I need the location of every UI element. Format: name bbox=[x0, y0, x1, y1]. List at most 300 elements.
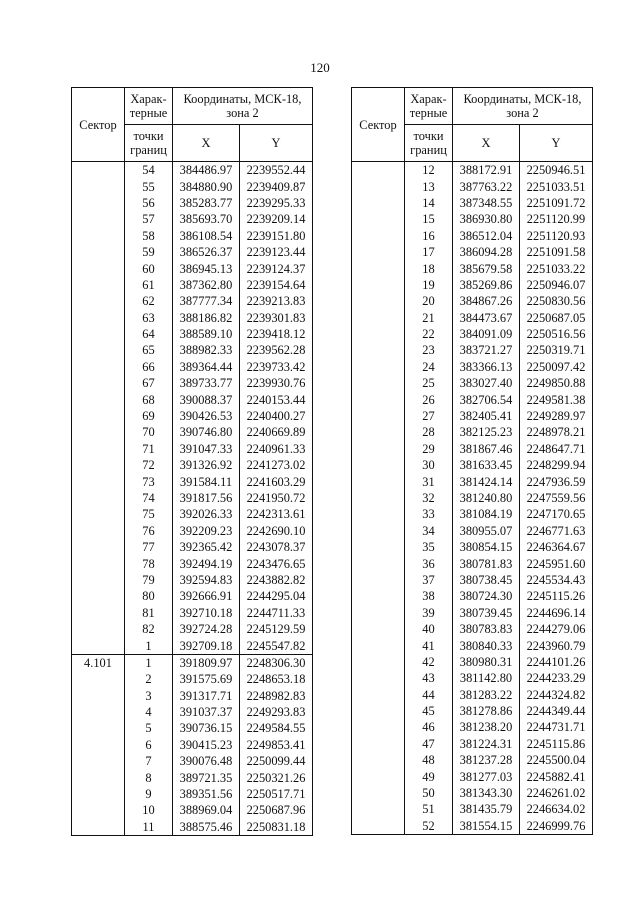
point-number-cell: 66 bbox=[125, 359, 173, 375]
point-number-cell: 63 bbox=[125, 310, 173, 326]
point-number-cell: 25 bbox=[405, 375, 453, 391]
point-number-cell: 3 bbox=[125, 688, 173, 704]
point-number-cell: 47 bbox=[405, 736, 453, 752]
table-row bbox=[72, 408, 313, 424]
sector-cell bbox=[352, 424, 405, 440]
y-coordinate-cell: 2245129.59 bbox=[240, 621, 313, 637]
x-coordinate-cell: 381424.14 bbox=[453, 473, 520, 489]
point-number-cell: 74 bbox=[125, 490, 173, 506]
point-number-cell: 60 bbox=[125, 260, 173, 276]
sector-cell bbox=[72, 605, 125, 621]
x-coordinate-cell: 381238.20 bbox=[453, 719, 520, 735]
sector-cell bbox=[72, 539, 125, 555]
table-row bbox=[352, 178, 593, 194]
sector-cell bbox=[352, 310, 405, 326]
y-coordinate-cell: 2250319.71 bbox=[520, 342, 593, 358]
point-number-cell: 73 bbox=[125, 473, 173, 489]
table-row bbox=[72, 572, 313, 588]
header-points-top: Харак-терные bbox=[405, 88, 453, 125]
sector-cell bbox=[352, 195, 405, 211]
sector-cell bbox=[352, 244, 405, 260]
y-coordinate-cell: 2249850.88 bbox=[520, 375, 593, 391]
table-row bbox=[352, 818, 593, 835]
x-coordinate-cell: 386512.04 bbox=[453, 228, 520, 244]
point-number-cell: 81 bbox=[125, 605, 173, 621]
y-coordinate-cell: 2240961.33 bbox=[240, 441, 313, 457]
table-row bbox=[352, 441, 593, 457]
sector-cell: 4.101 bbox=[72, 654, 125, 671]
table-row bbox=[72, 326, 313, 342]
point-number-cell: 40 bbox=[405, 621, 453, 637]
point-number-cell: 9 bbox=[125, 786, 173, 802]
sector-cell bbox=[352, 621, 405, 637]
sector-cell bbox=[72, 293, 125, 309]
point-number-cell: 50 bbox=[405, 785, 453, 801]
point-number-cell: 17 bbox=[405, 244, 453, 260]
point-number-cell: 24 bbox=[405, 359, 453, 375]
x-coordinate-cell: 381278.86 bbox=[453, 703, 520, 719]
table-row bbox=[72, 162, 313, 179]
x-coordinate-cell: 380854.15 bbox=[453, 539, 520, 555]
table-row bbox=[72, 441, 313, 457]
table-row bbox=[72, 506, 313, 522]
point-number-cell: 70 bbox=[125, 424, 173, 440]
x-coordinate-cell: 381283.22 bbox=[453, 687, 520, 703]
sector-cell bbox=[352, 801, 405, 817]
header-y: Y bbox=[240, 125, 313, 162]
x-coordinate-cell: 385679.58 bbox=[453, 260, 520, 276]
y-coordinate-cell: 2251091.58 bbox=[520, 244, 593, 260]
table-row bbox=[352, 195, 593, 211]
sector-cell bbox=[72, 277, 125, 293]
point-number-cell: 18 bbox=[405, 260, 453, 276]
sector-cell bbox=[352, 375, 405, 391]
table-row bbox=[352, 293, 593, 309]
table-row bbox=[352, 719, 593, 735]
y-coordinate-cell: 2244233.29 bbox=[520, 670, 593, 686]
table-row bbox=[72, 310, 313, 326]
table-row bbox=[352, 621, 593, 637]
point-number-cell: 30 bbox=[405, 457, 453, 473]
x-coordinate-cell: 386108.54 bbox=[173, 228, 240, 244]
sector-cell bbox=[352, 260, 405, 276]
x-coordinate-cell: 391809.97 bbox=[173, 654, 240, 671]
sector-cell bbox=[352, 605, 405, 621]
point-number-cell: 55 bbox=[125, 178, 173, 194]
x-coordinate-cell: 384880.90 bbox=[173, 178, 240, 194]
x-coordinate-cell: 390076.48 bbox=[173, 753, 240, 769]
y-coordinate-cell: 2251091.72 bbox=[520, 195, 593, 211]
table-row bbox=[352, 310, 593, 326]
x-coordinate-cell: 385693.70 bbox=[173, 211, 240, 227]
y-coordinate-cell: 2250687.05 bbox=[520, 310, 593, 326]
y-coordinate-cell: 2245534.43 bbox=[520, 572, 593, 588]
y-coordinate-cell: 2239733.42 bbox=[240, 359, 313, 375]
sector-cell bbox=[72, 588, 125, 604]
x-coordinate-cell: 390746.80 bbox=[173, 424, 240, 440]
sector-cell bbox=[352, 752, 405, 768]
point-number-cell: 34 bbox=[405, 523, 453, 539]
table-row bbox=[352, 523, 593, 539]
sector-cell bbox=[352, 408, 405, 424]
point-number-cell: 22 bbox=[405, 326, 453, 342]
sector-cell bbox=[352, 506, 405, 522]
sector-cell bbox=[352, 785, 405, 801]
table-row bbox=[72, 391, 313, 407]
x-coordinate-cell: 381435.79 bbox=[453, 801, 520, 817]
table-row bbox=[72, 228, 313, 244]
point-number-cell: 67 bbox=[125, 375, 173, 391]
y-coordinate-cell: 2248306.30 bbox=[240, 654, 313, 671]
y-coordinate-cell: 2239930.76 bbox=[240, 375, 313, 391]
table-row bbox=[72, 688, 313, 704]
point-number-cell: 49 bbox=[405, 768, 453, 784]
table-row bbox=[352, 375, 593, 391]
table-row bbox=[352, 801, 593, 817]
sector-cell bbox=[352, 539, 405, 555]
point-number-cell: 39 bbox=[405, 605, 453, 621]
table-row bbox=[72, 769, 313, 785]
table-row bbox=[72, 671, 313, 687]
x-coordinate-cell: 391575.69 bbox=[173, 671, 240, 687]
table-row bbox=[72, 819, 313, 836]
x-coordinate-cell: 381142.80 bbox=[453, 670, 520, 686]
x-coordinate-cell: 388982.33 bbox=[173, 342, 240, 358]
point-number-cell: 32 bbox=[405, 490, 453, 506]
point-number-cell: 68 bbox=[125, 391, 173, 407]
point-number-cell: 41 bbox=[405, 637, 453, 653]
y-coordinate-cell: 2249293.83 bbox=[240, 704, 313, 720]
sector-cell bbox=[352, 687, 405, 703]
sector-cell bbox=[72, 490, 125, 506]
point-number-cell: 14 bbox=[405, 195, 453, 211]
header-x: X bbox=[173, 125, 240, 162]
sector-cell bbox=[352, 457, 405, 473]
table-row bbox=[352, 555, 593, 571]
y-coordinate-cell: 2243960.79 bbox=[520, 637, 593, 653]
point-number-cell: 4 bbox=[125, 704, 173, 720]
x-coordinate-cell: 392365.42 bbox=[173, 539, 240, 555]
x-coordinate-cell: 381084.19 bbox=[453, 506, 520, 522]
x-coordinate-cell: 392494.19 bbox=[173, 555, 240, 571]
table-row bbox=[72, 244, 313, 260]
point-number-cell: 26 bbox=[405, 391, 453, 407]
sector-cell bbox=[72, 473, 125, 489]
point-number-cell: 44 bbox=[405, 687, 453, 703]
point-number-cell: 79 bbox=[125, 572, 173, 588]
sector-cell bbox=[72, 424, 125, 440]
table-row bbox=[352, 408, 593, 424]
x-coordinate-cell: 380783.83 bbox=[453, 621, 520, 637]
x-coordinate-cell: 380980.31 bbox=[453, 654, 520, 670]
y-coordinate-cell: 2243882.82 bbox=[240, 572, 313, 588]
x-coordinate-cell: 381224.31 bbox=[453, 736, 520, 752]
x-coordinate-cell: 392666.91 bbox=[173, 588, 240, 604]
y-coordinate-cell: 2248299.94 bbox=[520, 457, 593, 473]
table-row bbox=[72, 195, 313, 211]
point-number-cell: 45 bbox=[405, 703, 453, 719]
sector-cell bbox=[352, 703, 405, 719]
x-coordinate-cell: 385283.77 bbox=[173, 195, 240, 211]
y-coordinate-cell: 2243078.37 bbox=[240, 539, 313, 555]
x-coordinate-cell: 387348.55 bbox=[453, 195, 520, 211]
point-number-cell: 48 bbox=[405, 752, 453, 768]
y-coordinate-cell: 2251120.93 bbox=[520, 228, 593, 244]
point-number-cell: 1 bbox=[125, 637, 173, 654]
table-row bbox=[72, 375, 313, 391]
point-number-cell: 58 bbox=[125, 228, 173, 244]
x-coordinate-cell: 389721.35 bbox=[173, 769, 240, 785]
table-row bbox=[352, 162, 593, 179]
table-row bbox=[72, 490, 313, 506]
point-number-cell: 33 bbox=[405, 506, 453, 522]
sector-cell bbox=[72, 326, 125, 342]
point-number-cell: 23 bbox=[405, 342, 453, 358]
sector-cell bbox=[72, 244, 125, 260]
table-row bbox=[352, 244, 593, 260]
y-coordinate-cell: 2239209.14 bbox=[240, 211, 313, 227]
point-number-cell: 77 bbox=[125, 539, 173, 555]
x-coordinate-cell: 391584.11 bbox=[173, 473, 240, 489]
y-coordinate-cell: 2239552.44 bbox=[240, 162, 313, 179]
point-number-cell: 59 bbox=[125, 244, 173, 260]
y-coordinate-cell: 2246634.02 bbox=[520, 801, 593, 817]
table-row bbox=[352, 785, 593, 801]
x-coordinate-cell: 390736.15 bbox=[173, 720, 240, 736]
table-row bbox=[72, 523, 313, 539]
sector-cell bbox=[72, 310, 125, 326]
y-coordinate-cell: 2246364.67 bbox=[520, 539, 593, 555]
x-coordinate-cell: 392594.83 bbox=[173, 572, 240, 588]
y-coordinate-cell: 2244731.71 bbox=[520, 719, 593, 735]
x-coordinate-cell: 391817.56 bbox=[173, 490, 240, 506]
table-row bbox=[72, 178, 313, 194]
point-number-cell: 69 bbox=[125, 408, 173, 424]
x-coordinate-cell: 389364.44 bbox=[173, 359, 240, 375]
x-coordinate-cell: 391326.92 bbox=[173, 457, 240, 473]
point-number-cell: 57 bbox=[125, 211, 173, 227]
sector-cell bbox=[72, 162, 125, 179]
x-coordinate-cell: 392026.33 bbox=[173, 506, 240, 522]
x-coordinate-cell: 386094.28 bbox=[453, 244, 520, 260]
point-number-cell: 36 bbox=[405, 555, 453, 571]
x-coordinate-cell: 383027.40 bbox=[453, 375, 520, 391]
x-coordinate-cell: 384473.67 bbox=[453, 310, 520, 326]
sector-cell bbox=[72, 704, 125, 720]
sector-cell bbox=[72, 786, 125, 802]
table-row bbox=[72, 704, 313, 720]
y-coordinate-cell: 2251033.51 bbox=[520, 178, 593, 194]
x-coordinate-cell: 392709.18 bbox=[173, 637, 240, 654]
y-coordinate-cell: 2250687.96 bbox=[240, 802, 313, 818]
sector-cell bbox=[72, 228, 125, 244]
y-coordinate-cell: 2244295.04 bbox=[240, 588, 313, 604]
table-row bbox=[72, 637, 313, 654]
x-coordinate-cell: 390426.53 bbox=[173, 408, 240, 424]
sector-cell bbox=[352, 359, 405, 375]
header-x: X bbox=[453, 125, 520, 162]
table-row bbox=[352, 572, 593, 588]
table-row bbox=[352, 260, 593, 276]
sector-cell bbox=[72, 260, 125, 276]
x-coordinate-cell: 391317.71 bbox=[173, 688, 240, 704]
sector-cell bbox=[352, 523, 405, 539]
table-body-right bbox=[352, 162, 593, 835]
x-coordinate-cell: 381277.03 bbox=[453, 768, 520, 784]
y-coordinate-cell: 2240669.89 bbox=[240, 424, 313, 440]
sector-cell bbox=[352, 441, 405, 457]
point-number-cell: 12 bbox=[405, 162, 453, 179]
table-row bbox=[352, 637, 593, 653]
point-number-cell: 2 bbox=[125, 671, 173, 687]
sector-cell bbox=[352, 818, 405, 835]
table-row bbox=[352, 359, 593, 375]
header-y: Y bbox=[520, 125, 593, 162]
point-number-cell: 52 bbox=[405, 818, 453, 835]
sector-cell bbox=[352, 490, 405, 506]
y-coordinate-cell: 2246261.02 bbox=[520, 785, 593, 801]
y-coordinate-cell: 2249584.55 bbox=[240, 720, 313, 736]
table-row bbox=[72, 786, 313, 802]
point-number-cell: 76 bbox=[125, 523, 173, 539]
x-coordinate-cell: 381867.46 bbox=[453, 441, 520, 457]
point-number-cell: 31 bbox=[405, 473, 453, 489]
sector-cell bbox=[72, 737, 125, 753]
point-number-cell: 19 bbox=[405, 277, 453, 293]
sector-cell bbox=[352, 588, 405, 604]
x-coordinate-cell: 384486.97 bbox=[173, 162, 240, 179]
point-number-cell: 54 bbox=[125, 162, 173, 179]
table-row bbox=[352, 670, 593, 686]
sector-cell bbox=[352, 342, 405, 358]
x-coordinate-cell: 386945.13 bbox=[173, 260, 240, 276]
table-row bbox=[72, 473, 313, 489]
point-number-cell: 37 bbox=[405, 572, 453, 588]
y-coordinate-cell: 2248647.71 bbox=[520, 441, 593, 457]
sector-cell bbox=[72, 720, 125, 736]
y-coordinate-cell: 2241950.72 bbox=[240, 490, 313, 506]
x-coordinate-cell: 380724.30 bbox=[453, 588, 520, 604]
table-row bbox=[72, 605, 313, 621]
x-coordinate-cell: 386526.37 bbox=[173, 244, 240, 260]
table-row bbox=[72, 424, 313, 440]
x-coordinate-cell: 381343.30 bbox=[453, 785, 520, 801]
sector-cell bbox=[72, 211, 125, 227]
point-number-cell: 71 bbox=[125, 441, 173, 457]
sector-cell bbox=[72, 671, 125, 687]
x-coordinate-cell: 380739.45 bbox=[453, 605, 520, 621]
y-coordinate-cell: 2241273.02 bbox=[240, 457, 313, 473]
table-row bbox=[72, 737, 313, 753]
y-coordinate-cell: 2239295.33 bbox=[240, 195, 313, 211]
table-row bbox=[352, 539, 593, 555]
point-number-cell: 62 bbox=[125, 293, 173, 309]
header-points-top: Харак-терные bbox=[125, 88, 173, 125]
sector-cell bbox=[72, 506, 125, 522]
x-coordinate-cell: 391047.33 bbox=[173, 441, 240, 457]
y-coordinate-cell: 2244711.33 bbox=[240, 605, 313, 621]
y-coordinate-cell: 2242690.10 bbox=[240, 523, 313, 539]
x-coordinate-cell: 388969.04 bbox=[173, 802, 240, 818]
sector-cell bbox=[72, 441, 125, 457]
point-number-cell: 43 bbox=[405, 670, 453, 686]
x-coordinate-cell: 380781.83 bbox=[453, 555, 520, 571]
sector-cell bbox=[352, 391, 405, 407]
x-coordinate-cell: 386930.80 bbox=[453, 211, 520, 227]
coordinates-table-right bbox=[351, 87, 593, 835]
table-row bbox=[72, 654, 313, 671]
sector-cell bbox=[352, 228, 405, 244]
point-number-cell: 1 bbox=[125, 654, 173, 671]
header-sector: Сектор bbox=[72, 88, 125, 162]
point-number-cell: 82 bbox=[125, 621, 173, 637]
point-number-cell: 78 bbox=[125, 555, 173, 571]
y-coordinate-cell: 2245547.82 bbox=[240, 637, 313, 654]
table-row bbox=[352, 736, 593, 752]
y-coordinate-cell: 2247936.59 bbox=[520, 473, 593, 489]
y-coordinate-cell: 2249853.41 bbox=[240, 737, 313, 753]
table-row bbox=[72, 359, 313, 375]
x-coordinate-cell: 388186.82 bbox=[173, 310, 240, 326]
header-coordinates: Координаты, МСК-18, зона 2 bbox=[453, 88, 593, 125]
table-row bbox=[352, 391, 593, 407]
y-coordinate-cell: 2250099.44 bbox=[240, 753, 313, 769]
table-row bbox=[352, 605, 593, 621]
sector-cell bbox=[352, 211, 405, 227]
sector-cell bbox=[352, 572, 405, 588]
sector-cell bbox=[352, 473, 405, 489]
table-row bbox=[352, 342, 593, 358]
table-row bbox=[352, 228, 593, 244]
point-number-cell: 65 bbox=[125, 342, 173, 358]
sector-cell bbox=[352, 637, 405, 653]
table-row bbox=[352, 588, 593, 604]
x-coordinate-cell: 391037.37 bbox=[173, 704, 240, 720]
y-coordinate-cell: 2244324.82 bbox=[520, 687, 593, 703]
sector-cell bbox=[72, 359, 125, 375]
sector-cell bbox=[352, 670, 405, 686]
table-row bbox=[352, 326, 593, 342]
y-coordinate-cell: 2239123.44 bbox=[240, 244, 313, 260]
y-coordinate-cell: 2245951.60 bbox=[520, 555, 593, 571]
y-coordinate-cell: 2243476.65 bbox=[240, 555, 313, 571]
table-row bbox=[352, 654, 593, 670]
table-row bbox=[72, 457, 313, 473]
sector-cell bbox=[72, 342, 125, 358]
x-coordinate-cell: 388575.46 bbox=[173, 819, 240, 836]
point-number-cell: 21 bbox=[405, 310, 453, 326]
point-number-cell: 46 bbox=[405, 719, 453, 735]
sector-cell bbox=[352, 768, 405, 784]
y-coordinate-cell: 2250946.07 bbox=[520, 277, 593, 293]
sector-cell bbox=[72, 523, 125, 539]
table-row bbox=[352, 752, 593, 768]
x-coordinate-cell: 384867.26 bbox=[453, 293, 520, 309]
table-row bbox=[352, 768, 593, 784]
sector-cell bbox=[352, 277, 405, 293]
point-number-cell: 61 bbox=[125, 277, 173, 293]
sector-cell bbox=[72, 572, 125, 588]
x-coordinate-cell: 390415.23 bbox=[173, 737, 240, 753]
point-number-cell: 13 bbox=[405, 178, 453, 194]
point-number-cell: 72 bbox=[125, 457, 173, 473]
table-row bbox=[352, 277, 593, 293]
table-row bbox=[352, 703, 593, 719]
table-row bbox=[72, 539, 313, 555]
x-coordinate-cell: 384091.09 bbox=[453, 326, 520, 342]
y-coordinate-cell: 2250517.71 bbox=[240, 786, 313, 802]
y-coordinate-cell: 2244279.06 bbox=[520, 621, 593, 637]
